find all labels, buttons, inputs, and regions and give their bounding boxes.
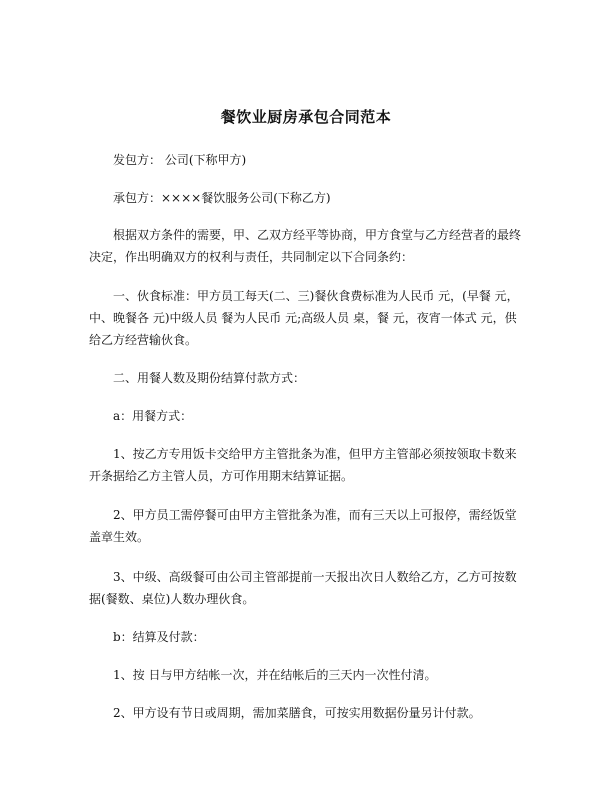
paragraph-dining-item-2: 2、甲方员工需停餐可由甲方主管批条为准，而有三天以上可报停，需经饭堂盖章生效。 bbox=[89, 508, 517, 544]
paragraph-section-two-heading: 二、用餐人数及期份结算付款方式： bbox=[113, 371, 306, 385]
paragraph-meal-standard: 一、伙食标准：甲方员工每天(二、三)餐伙食费标准为人民币 元，(早餐 元，中、晚餐各 元)中级人员 餐为人民币 元;高级人员 桌，餐 元，夜宵一体式 元，供给乙方经营输伙食。 bbox=[89, 289, 519, 347]
document-title: 餐饮业厨房承包合同范本 bbox=[220, 108, 392, 126]
paragraph-settlement-item-2: 2、甲方设有节日或周期，需加菜膳食，可按实用数据份量另计付款。 bbox=[113, 706, 481, 720]
paragraph-contractor-party-a: 发包方： 公司(下称甲方) bbox=[113, 153, 247, 167]
paragraph-settlement-item-1: 1、按 日与甲方结帐一次，并在结帐后的三天内一次性付清。 bbox=[113, 668, 437, 682]
paragraph-dining-item-3: 3、中级、高级餐可由公司主管部提前一天报出次日人数给乙方，乙方可按数据(餐数、桌位)人数办理伙食。 bbox=[89, 570, 517, 606]
paragraph-preamble: 根据双方条件的需要，甲、乙双方经平等协商，甲方食堂与乙方经营者的最终决定，作出明确双方的权利与责任，共同制定以下合同条约： bbox=[89, 228, 522, 264]
paragraph-dining-method-heading: a：用餐方式： bbox=[113, 409, 193, 423]
paragraph-dining-item-1: 1、按乙方专用饭卡交给甲方主管批条为准，但甲方主管部必须按领取卡数来开条据给乙方主管人员，方可作用期末结算证据。 bbox=[89, 447, 517, 483]
paragraph-contractor-party-b: 承包方：××××餐饮服务公司(下称乙方) bbox=[113, 191, 331, 205]
paragraph-settlement-heading: b：结算及付款： bbox=[113, 630, 205, 644]
